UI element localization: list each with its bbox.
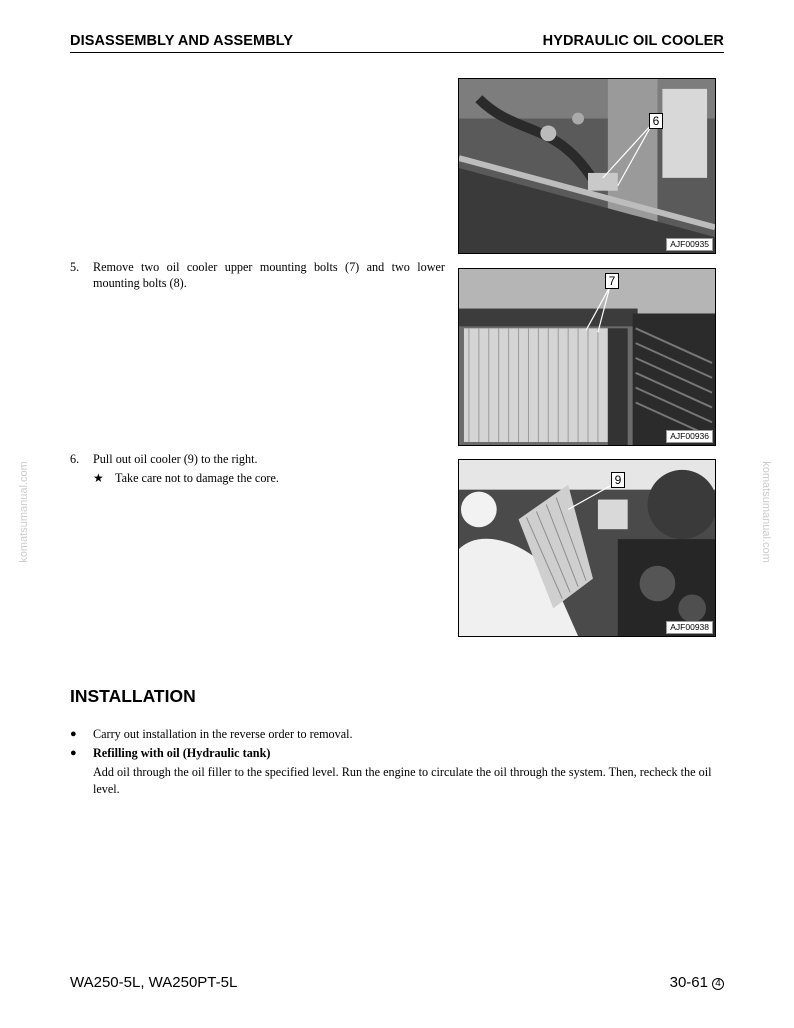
figure-code: AJF00936	[666, 430, 713, 443]
star-icon: ★	[93, 471, 104, 485]
figure-code: AJF00938	[666, 621, 713, 634]
section-header: DISASSEMBLY AND ASSEMBLY	[70, 33, 294, 49]
page-number: 30-61	[669, 974, 708, 991]
step-number: 5.	[70, 260, 80, 274]
figure-3-image	[459, 460, 715, 636]
model-footer: WA250-5L, WA250PT-5L	[70, 974, 238, 991]
figure-photo-2	[458, 268, 716, 446]
caution-note	[93, 470, 279, 486]
revision-mark: 4	[712, 978, 724, 990]
figure-1-image	[459, 79, 715, 253]
watermark-right: komatsumanual.com	[760, 461, 772, 563]
figure-code: AJF00935	[666, 238, 713, 251]
bullet-heading: Refilling with oil (Hydraulic tank)	[93, 746, 271, 760]
figure-photo-3	[458, 459, 716, 637]
callout-label: 6	[649, 113, 663, 129]
refill-paragraph: Add oil through the oil filler to the specified level. Run the engine to circulate the oil through the system. Then, recheck the oil level.	[93, 765, 712, 796]
figure-photo-1	[458, 78, 716, 254]
page-number-footer	[670, 974, 724, 991]
bullet-icon: ●	[70, 747, 77, 759]
caution-text: Take care not to damage the core.	[115, 471, 279, 485]
step-text: Pull out oil cooler (9) to the right.	[93, 452, 258, 466]
callout-label: 7	[605, 273, 619, 289]
section-title: INSTALLATION	[70, 686, 196, 706]
bullet-icon: ●	[70, 728, 77, 740]
watermark-left: komatsumanual.com	[18, 461, 30, 563]
header-rule	[70, 52, 724, 53]
step-text: Remove two oil cooler upper mounting bolts (7) and two lower mounting bolts (8).	[93, 260, 445, 290]
bullet-text: Carry out installation in the reverse order to removal.	[93, 727, 353, 741]
callout-label: 9	[611, 472, 625, 488]
page-topic-header: HYDRAULIC OIL COOLER	[542, 33, 724, 49]
step-number: 6.	[70, 452, 80, 466]
figure-2-image	[459, 269, 715, 445]
